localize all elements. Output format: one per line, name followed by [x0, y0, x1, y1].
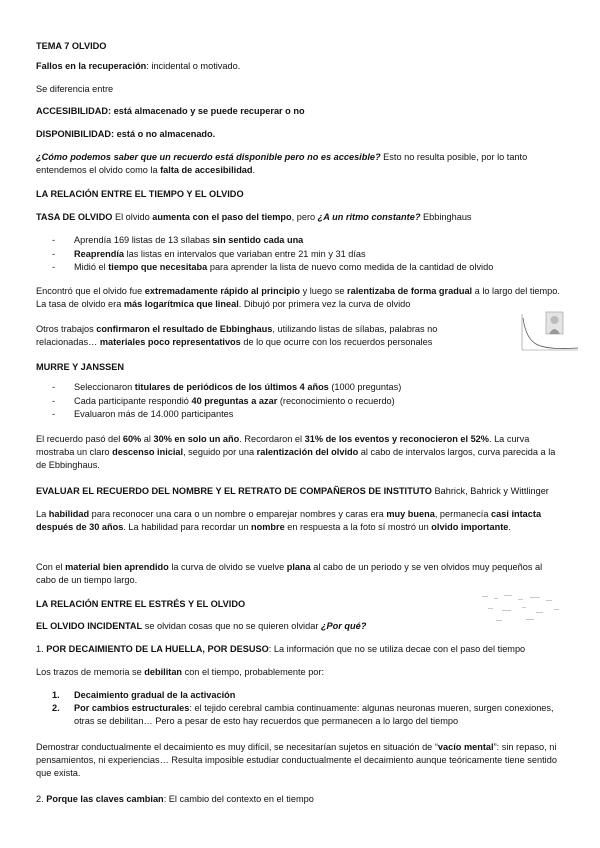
habilidad-t0: La	[36, 509, 49, 519]
pregunta-bold: falta de accesibilidad	[160, 165, 253, 175]
recuerdo-t1: El recuerdo pasó del	[36, 434, 123, 444]
encontro-t1: Encontró que el olvido fue	[36, 286, 145, 296]
pregunta-paragraph	[36, 151, 564, 177]
recuerdo-b3: 31% de los eventos y reconocieron el 52%	[304, 434, 489, 444]
item-text: Aprendía 169 listas de 13 sílabas	[74, 235, 213, 245]
sketch-mark	[546, 600, 552, 601]
evaluar-paragraph	[36, 485, 564, 498]
habilidad-b3: casi intacta después de 30 años	[36, 509, 542, 532]
decaimiento-text: : La información que no se utiliza decae con el paso del tiempo	[268, 644, 526, 654]
item-text-end: (1000 preguntas)	[328, 382, 402, 392]
trazos-bold: debilitan	[144, 667, 183, 677]
habilidad-t2: , permanecía	[434, 509, 492, 519]
trazos-t2: con el tiempo, probablemente por:	[182, 667, 325, 677]
list-item	[52, 234, 562, 248]
tasa-b2: aumenta con el paso del tiempo	[152, 212, 292, 222]
sketch-mark	[502, 610, 511, 611]
trazos-paragraph	[36, 666, 564, 679]
item-bold: Reaprendía	[74, 248, 125, 259]
sketch-mark	[482, 596, 488, 597]
recuerdo-paragraph	[36, 433, 564, 472]
material-t2: la curva de olvido se vuelve	[168, 562, 287, 572]
tasa-t2: , pero	[291, 212, 318, 222]
incidental-paragraph	[36, 620, 564, 633]
item-text: Midió el	[74, 262, 109, 272]
otros-paragraph	[36, 323, 501, 349]
encontro-t3: a lo largo del tiempo. La tasa de olvido era	[36, 286, 560, 309]
pregunta-question: ¿Cómo podemos saber que un recuerdo está disponible pero no es accesible?	[36, 152, 381, 162]
otros-b2: materiales poco representativos	[99, 337, 241, 347]
tasa-t1: El olvido	[112, 212, 153, 222]
material-t1: Con el	[36, 562, 66, 572]
disponibilidad-paragraph	[36, 128, 564, 141]
habilidad-t1: para reconocer una cara o un nombre o emparejar nombres y caras era	[89, 509, 387, 519]
item-number: 1.	[52, 690, 60, 700]
murre-list	[52, 381, 562, 422]
sketch-mark	[488, 608, 493, 609]
material-t3: al cabo de un periodo y se ven olvidos muy pequeños al cabo de un tiempo largo.	[36, 562, 543, 585]
item-text-end: las listas en intervalos que variaban entre 21 min y 31 días	[124, 248, 366, 259]
incidental-term: EL OLVIDO INCIDENTAL	[36, 621, 143, 631]
list-item	[52, 381, 562, 395]
decaimiento-paragraph	[36, 643, 564, 656]
item-text-end: para aprender la lista de nuevo como medida de la cantidad de olvido	[207, 262, 494, 272]
claves-heading: Porque las claves cambian	[46, 794, 164, 804]
sketch-mark	[494, 598, 498, 599]
disponibilidad-term: DISPONIBILIDAD	[36, 129, 112, 139]
sketch-mark	[518, 599, 523, 600]
evaluar-authors: Bahrick, Bahrick y Wittlinger	[431, 486, 549, 496]
encontro-paragraph	[36, 285, 564, 311]
item-text: Seleccionaron	[74, 382, 135, 392]
habilidad-b2: muy buena	[386, 509, 435, 519]
list-item	[52, 261, 562, 275]
evaluar-heading: EVALUAR EL RECUERDO DEL NOMBRE Y EL RETRATO DE COMPAÑEROS DE INSTITUTO	[36, 486, 432, 496]
ebbinghaus-list	[52, 234, 562, 275]
sketch-mark	[536, 612, 543, 613]
item-number: 2.	[52, 703, 60, 713]
sketch-mark	[530, 597, 540, 598]
otros-t3: de lo que ocurre con los recuerdos personales	[240, 337, 433, 347]
habilidad-b4: nombre	[251, 522, 285, 532]
item-text: Evaluaron más de 14.000 participantes	[74, 409, 234, 419]
claves-number: 2.	[36, 794, 47, 804]
demostrar-paragraph	[36, 741, 564, 780]
demostrar-t1: Demostrar conductualmente el decaimiento es muy difícil, se necesitarían sujetos en situación de “	[36, 742, 438, 752]
disponibilidad-text: : está o no almacenado.	[111, 129, 216, 139]
habilidad-t3: . La habilidad para recordar un	[123, 522, 252, 532]
item-text: : el tejido cerebral cambia continuamente: algunas neuronas mueren, surgen conexiones, otras se debilitan… Pero a pesar de esto hay recuerdos que permanecen a lo largo del tiempo	[74, 703, 554, 726]
diferencia-paragraph: Se diferencia entre	[36, 84, 114, 94]
claves-paragraph	[36, 793, 564, 806]
recuerdo-t5: , seguido por una	[183, 447, 257, 457]
causas-list	[52, 689, 567, 728]
encontro-b3: más logarítmica que lineal	[123, 299, 239, 309]
otros-t1: Otros trabajos	[36, 324, 97, 334]
list-item	[52, 408, 562, 422]
material-paragraph	[36, 561, 564, 587]
claves-text: : El cambio del contexto en el tiempo	[163, 794, 314, 804]
item-text-end: (reconocimiento o recuerdo)	[277, 395, 395, 406]
habilidad-b5: olvido importante	[431, 522, 509, 532]
encontro-b2: ralentizaba de forma gradual	[347, 286, 473, 296]
doc-title: TEMA 7 OLVIDO	[36, 41, 107, 51]
sketch-mark	[522, 607, 526, 608]
recuerdo-t4: . La curva mostraba un claro	[36, 434, 530, 457]
encontro-b1: extremadamente rápido al principio	[144, 286, 301, 296]
incidental-question: ¿Por qué?	[320, 621, 367, 631]
otros-b1: confirmaron el resultado de Ebbinghaus	[96, 324, 273, 334]
demostrar-t2: ”: sin repaso, ni pensamientos, ni experiencias… Resulta imposible estudiar conductualmente el decaimiento aunque teóricamente tiene sentido que exista.	[36, 742, 557, 778]
sketch-marks	[482, 595, 559, 621]
habilidad-paragraph	[36, 508, 564, 534]
demostrar-bold: vacío mental	[437, 742, 494, 752]
recuerdo-b5: ralentización del olvido	[256, 447, 359, 457]
sketch-mark	[504, 595, 512, 596]
recuerdo-b4: descenso inicial	[112, 447, 184, 457]
tasa-question: ¿A un ritmo constante?	[317, 212, 421, 222]
recuerdo-b2: 30% en solo un año	[153, 434, 240, 444]
list-item	[52, 689, 567, 702]
item-bold: titulares de periódicos de los últimos 4 años	[134, 382, 329, 392]
recuerdo-b1: 60%	[122, 434, 142, 444]
fallos-text: : incidental o motivado.	[146, 61, 241, 71]
trazos-t1: Los trazos de memoria se	[36, 667, 145, 677]
fallos-term: Fallos en la recuperación	[36, 61, 147, 71]
habilidad-t4: en respuesta a la foto sí mostró un	[284, 522, 432, 532]
encontro-t4: . Dibujó por primera vez la curva de olvido	[238, 299, 411, 309]
list-item	[52, 248, 562, 262]
portrait-head	[551, 316, 559, 324]
list-item	[52, 702, 567, 728]
item-bold: Decaimiento gradual de la activación	[74, 690, 236, 700]
decaimiento-heading: POR DECAIMIENTO DE LA HUELLA, POR DESUSO	[46, 644, 269, 654]
list-item	[52, 395, 562, 409]
item-text: Cada participante respondió	[74, 395, 192, 406]
item-bold: Por cambios estructurales	[74, 703, 190, 713]
habilidad-b1: habilidad	[48, 509, 90, 519]
item-bold: 40 preguntas a azar	[191, 395, 278, 406]
ebbinghaus-curve-figure	[516, 310, 580, 358]
pregunta-end: .	[252, 165, 256, 175]
item-bold: sin sentido cada una	[212, 235, 304, 245]
recuerdo-t3: . Recordaron el	[239, 434, 305, 444]
tasa-t3: Ebbinghaus	[420, 212, 472, 222]
accesibilidad-text: : está almacenado y se puede recuperar o no	[107, 106, 305, 116]
tasa-term: TASA DE OLVIDO	[36, 212, 113, 222]
sketch-mark	[554, 609, 559, 610]
material-b2: plana	[286, 562, 311, 572]
encontro-t2: y luego se	[300, 286, 348, 296]
pregunta-text: Esto no resulta posible, por lo tanto entendemos el olvido como la	[36, 152, 528, 175]
heading-tiempo: LA RELACIÓN ENTRE EL TIEMPO Y EL OLVIDO	[36, 189, 244, 199]
otros-t2: , utilizando listas de sílabas, palabras no relacionadas…	[36, 324, 438, 347]
tasa-paragraph	[36, 211, 564, 224]
habilidad-t5: .	[508, 522, 511, 532]
accesibilidad-term: ACCESIBILIDAD	[36, 106, 108, 116]
heading-estres: LA RELACIÓN ENTRE EL ESTRÉS Y EL OLVIDO	[36, 599, 246, 609]
material-b1: material bien aprendido	[65, 562, 169, 572]
accesibilidad-paragraph	[36, 105, 564, 118]
recuerdo-t6: al cabo de intervalos largos, curva parecida a la de Ebbinghaus.	[36, 447, 556, 470]
recuerdo-t2: al	[141, 434, 154, 444]
heading-murre: MURRE Y JANSSEN	[36, 362, 124, 372]
decaimiento-number: 1.	[36, 644, 47, 654]
item-bold: tiempo que necesitaba	[108, 262, 208, 272]
incidental-text: se olvidan cosas que no se quieren olvidar	[142, 621, 321, 631]
fallos-paragraph	[36, 60, 564, 73]
